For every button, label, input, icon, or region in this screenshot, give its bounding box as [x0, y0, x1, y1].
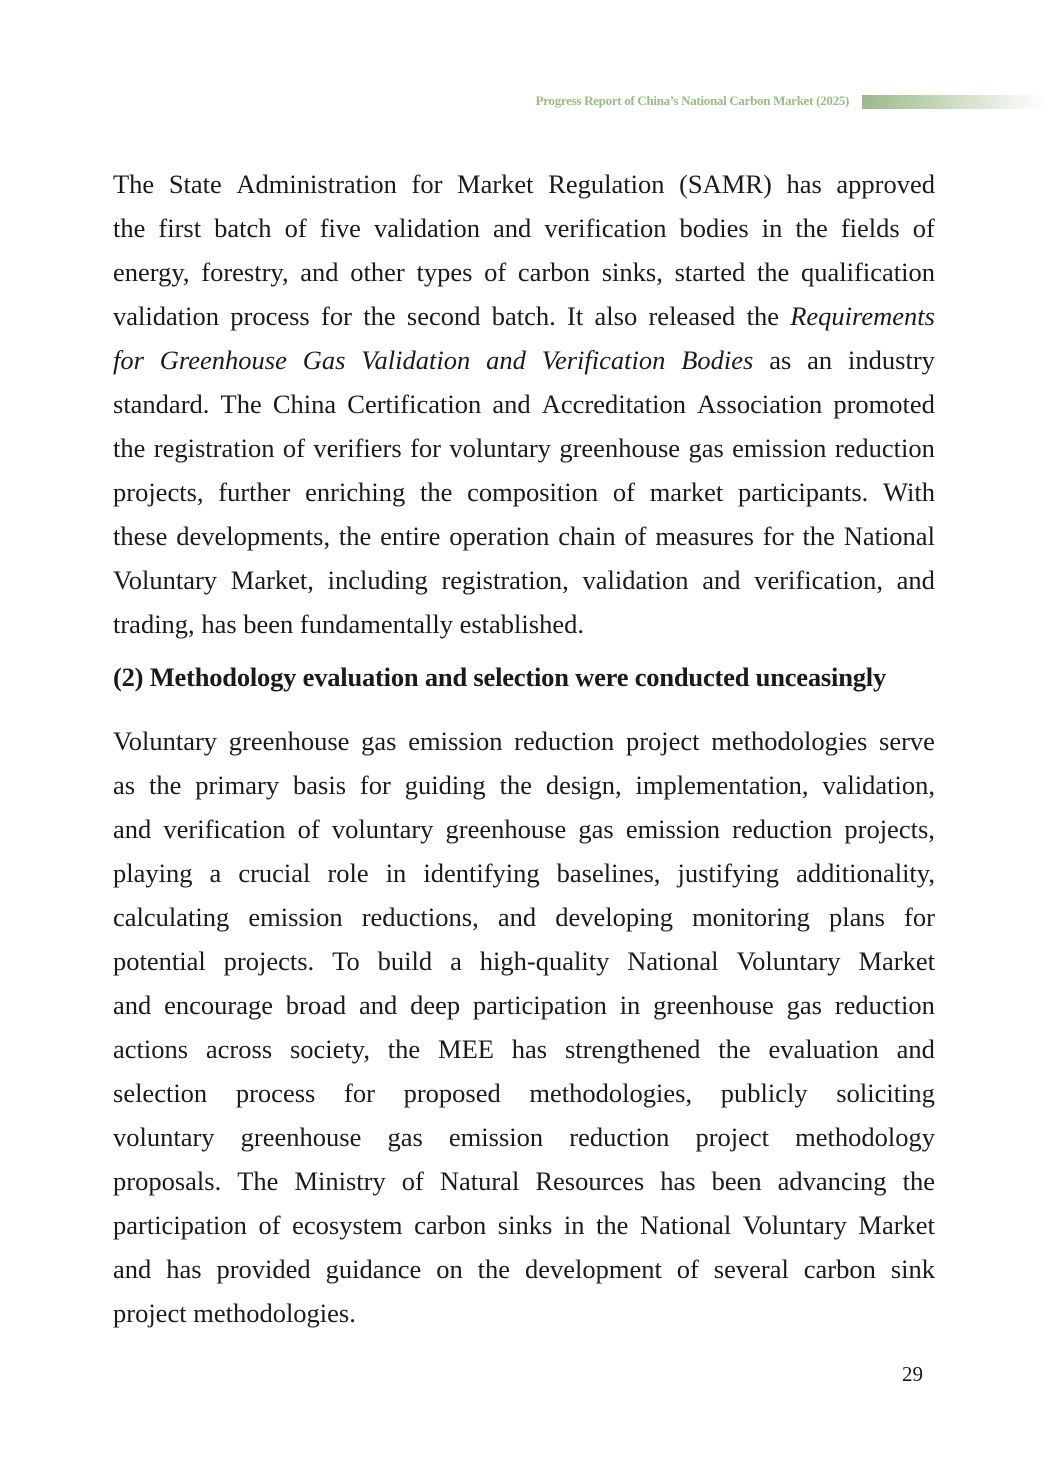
text-line: calculating emission reductions, and developing monitoring plans for: [113, 902, 935, 932]
text-line: project methodologies.: [113, 1298, 356, 1328]
text-line: The State Administration for Market Regulation (SAMR) has approved: [113, 169, 935, 199]
text-line: and verification of voluntary greenhouse gas emission reduction projects,: [113, 814, 935, 844]
text-line: selection process for proposed methodologies, publicly soliciting: [113, 1078, 935, 1108]
text-line: voluntary greenhouse gas emission reduction project methodology: [113, 1122, 935, 1152]
text-line: and has provided guidance on the development of several carbon sink: [113, 1254, 935, 1284]
text-line: for Greenhouse Gas Validation and Verification Bodies as an industry: [113, 345, 935, 375]
text-line: and encourage broad and deep participation in greenhouse gas reduction: [113, 990, 935, 1020]
running-title: Progress Report of China’s National Carbon Market (2025): [535, 93, 849, 108]
text-line: the registration of verifiers for voluntary greenhouse gas emission reduction: [113, 433, 935, 463]
text-line: as the primary basis for guiding the design, implementation, validation,: [113, 770, 935, 800]
text-line: proposals. The Ministry of Natural Resources has been advancing the: [113, 1166, 935, 1196]
paragraph-samr: [113, 162, 935, 646]
text-line: these developments, the entire operation chain of measures for the National: [113, 521, 935, 551]
text-line: energy, forestry, and other types of carbon sinks, started the qualification: [113, 257, 935, 287]
paragraph-methodology: [113, 719, 935, 1335]
paragraph-body: [113, 162, 935, 646]
running-header: [0, 92, 1048, 114]
text-line: standard. The China Certification and Accreditation Association promoted: [113, 389, 935, 419]
paragraph-body: [113, 719, 935, 1335]
text-line: trading, has been fundamentally established.: [113, 609, 584, 639]
text-line: participation of ecosystem carbon sinks in the National Voluntary Market: [113, 1210, 935, 1240]
header-gradient-bar: [862, 95, 1048, 109]
page-number: 29: [902, 1362, 923, 1386]
text-line: Voluntary Market, including registration, validation and verification, and: [113, 565, 935, 595]
text-line: validation process for the second batch. It also released the Requirements: [113, 301, 935, 331]
text-line: actions across society, the MEE has strengthened the evaluation and: [113, 1034, 935, 1064]
text-line: projects, further enriching the composition of market participants. With: [113, 477, 935, 507]
text-line: Voluntary greenhouse gas emission reduction project methodologies serve: [113, 726, 935, 756]
section-heading: (2) Methodology evaluation and selection were conducted unceasingly: [113, 662, 886, 692]
text-line: the first batch of five validation and verification bodies in the fields of: [113, 213, 935, 243]
text-line: playing a crucial role in identifying baselines, justifying additionality,: [113, 858, 935, 888]
text-line: potential projects. To build a high-quality National Voluntary Market: [113, 946, 935, 976]
